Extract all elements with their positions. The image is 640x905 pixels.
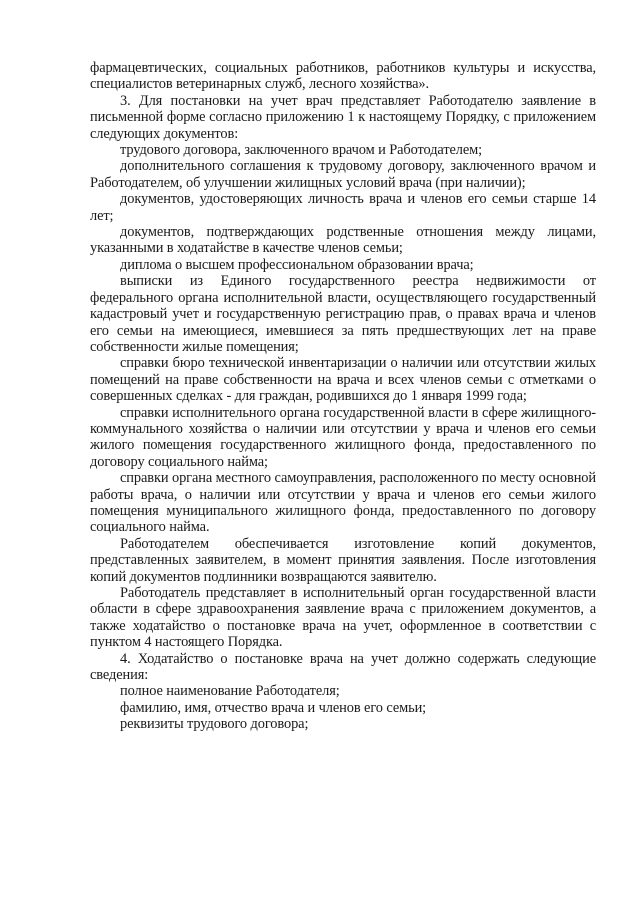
list-item: дополнительного соглашения к трудовому договору, заключенного врачом и Работодателем, об улучшении жилищных условий врача (при наличии); [90,158,596,191]
list-item: фамилию, имя, отчество врача и членов его семьи; [120,699,427,716]
list-item: справки бюро технической инвентаризации о наличии или отсутствии жилых помещений на праве собственности на врача и всех членов семьи с отметками о совершенных сделках - для граждан, родившихся до 1 января 1999 года; [90,355,596,405]
list-item: диплома о высшем профессиональном образовании врача; [120,256,474,273]
list-item: справки органа местного самоуправления, расположенного по месту основной работы врача, о наличии или отсутствии у врача и членов его семьи жилого помещения муниципального жилищного фонда, предоставленного по договору социального найма. [90,470,596,536]
paragraph: Работодатель представляет в исполнительный орган государственной власти области в сфере здравоохранения заявление врача с приложением документов, а также ходатайство о постановке врача на учет, оформленное в соответствии с пунктом 4 настоящего Порядка. [90,585,596,651]
list-item: документов, подтверждающих родственные отношения между лицами, указанными в ходатайстве в качестве членов семьи; [90,224,596,257]
list-item: реквизиты трудового договора; [120,716,309,733]
list-item: полное наименование Работодателя; [120,683,340,700]
document-page [90,60,596,733]
paragraph-item-3: 3. Для постановки на учет врач представляет Работодателю заявление в письменной форме согласно приложению 1 к настоящему Порядку, с приложением следующих документов: [90,92,596,142]
list-item: документов, удостоверяющих личность врача и членов его семьи старше 14 лет; [90,191,596,224]
list-item: выписки из Единого государственного реестра недвижимости от федерального органа исполнительной власти, осуществляющего государственный кадастровый учет и государственную регистрацию прав, о правах врача и членов его семьи на имеющиеся, имевшиеся за пять предшествующих лет на праве собственности жилые помещения; [90,273,596,355]
paragraph: Работодателем обеспечивается изготовление копий документов, представленных заявителем, в момент принятия заявления. После изготовления копий документов подлинники возвращаются заявителю. [90,535,596,585]
list-item: трудового договора, заключенного врачом и Работодателем; [120,142,483,159]
list-item: справки исполнительного органа государственной власти в сфере жилищного-коммунального хозяйства о наличии или отсутствии у врача и членов его семьи жилого помещения государственного жилищного фонда, предоставленного по договору социального найма; [90,404,596,470]
paragraph-item-4: 4. Ходатайство о постановке врача на учет должно содержать следующие сведения: [90,650,596,684]
paragraph-continuation: фармацевтических, социальных работников, работников культуры и искусства, специалистов ветеринарных служб, лесного хозяйства». [90,60,596,93]
